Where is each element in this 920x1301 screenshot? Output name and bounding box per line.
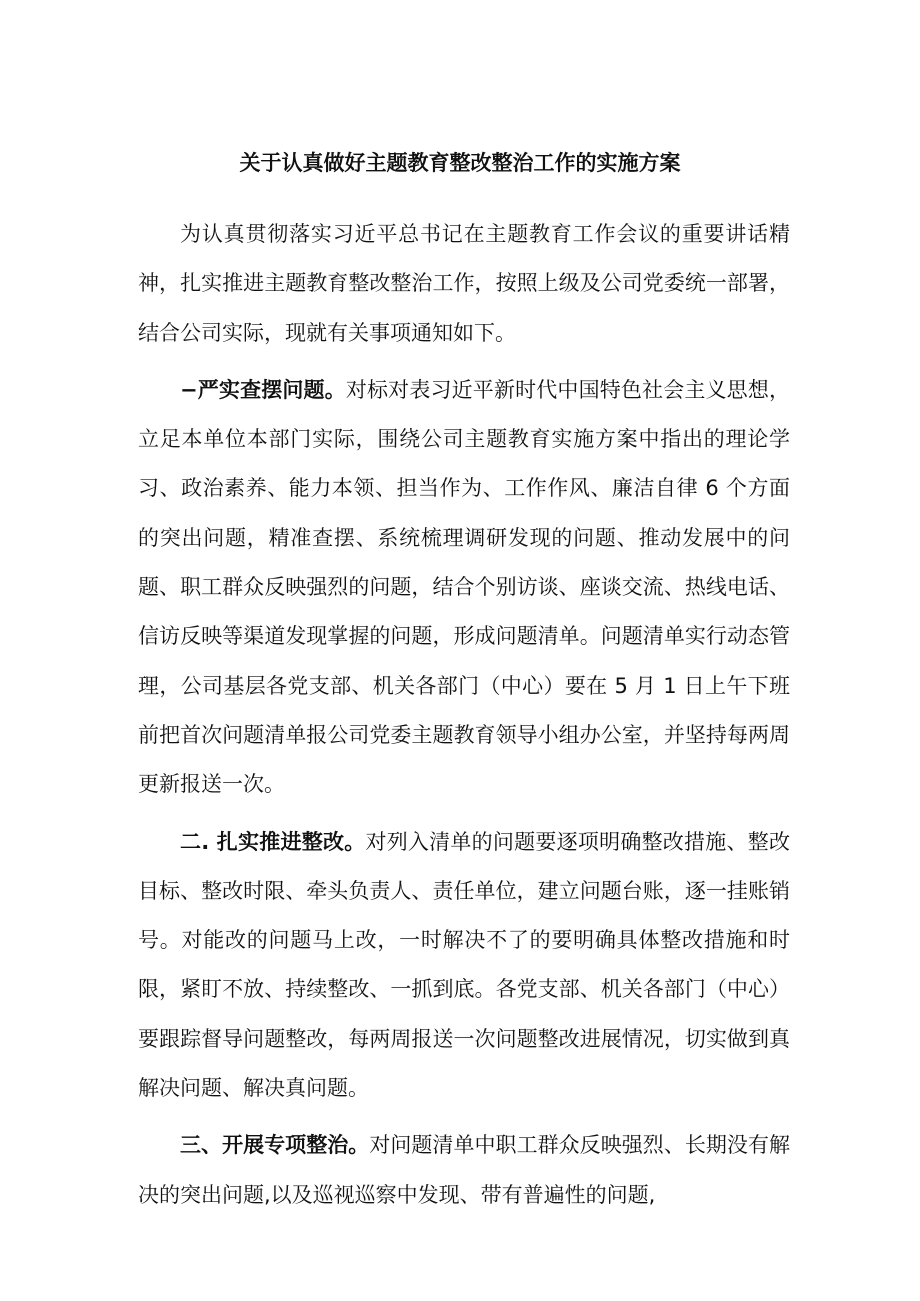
paragraph-section-3 — [138, 1121, 790, 1220]
paragraph-section-2 — [138, 818, 790, 1114]
document-body — [138, 210, 790, 1220]
paragraph-heading: 二. 扎实推进整改。 — [180, 829, 366, 854]
paragraph-text: 对标对表习近平新时代中国特色社会主义思想，立足本单位本部门实际，围绕公司主题教育实施方案中指出的理论学习、政治素养、能力本领、担当作为、工作作风、廉洁自律 6 个方面的突出问题，精准查摆、系统梳理调研发现的问题、推动发展中的问题、职工群众反映强烈的问题，结合个别访谈、座谈交流、热线电话、信访反映等渠道发现掌握的问题，形成问题清单。问题清单实行动态管理，公司基层各党支部、机关各部门（中心）要在 5 月 1 日上午下班前把首次问题清单报公司党委主题教育领导小组办公室，并坚持每两周更新报送一次。 — [138, 377, 790, 797]
document-title: 关于认真做好主题教育整改整治工作的实施方案 — [239, 151, 681, 175]
paragraph-text: 对问题清单中职工群众反映强烈、长期没有解决的突出问题,以及巡视巡察中发现、带有普遍性的问题, — [138, 1133, 791, 1207]
paragraph-text: 对列入清单的问题要逐项明确整改措施、整改目标、整改时限、牵头负责人、责任单位，建立问题台账，逐一挂账销号。对能改的问题马上改，一时解决不了的要明确具体整改措施和时限，紧盯不放、持续整改、一抓到底。各党支部、机关各部门（中心）要跟踪督导问题整改，每两周报送一次问题整改进展情况，切实做到真解决问题、解决真问题。 — [138, 829, 790, 1101]
paragraph-heading: 三、开展专项整治。 — [180, 1133, 370, 1158]
paragraph-section-1 — [138, 366, 790, 810]
paragraph-text: 为认真贯彻落实习近平总书记在主题教育工作会议的重要讲话精神，扎实推进主题教育整改整治工作，按照上级及公司党委统一部署，结合公司实际，现就有关事项通知如下。 — [138, 222, 790, 345]
paragraph-heading: −严实查摆问题。 — [180, 377, 346, 402]
paragraph-intro — [138, 210, 790, 358]
